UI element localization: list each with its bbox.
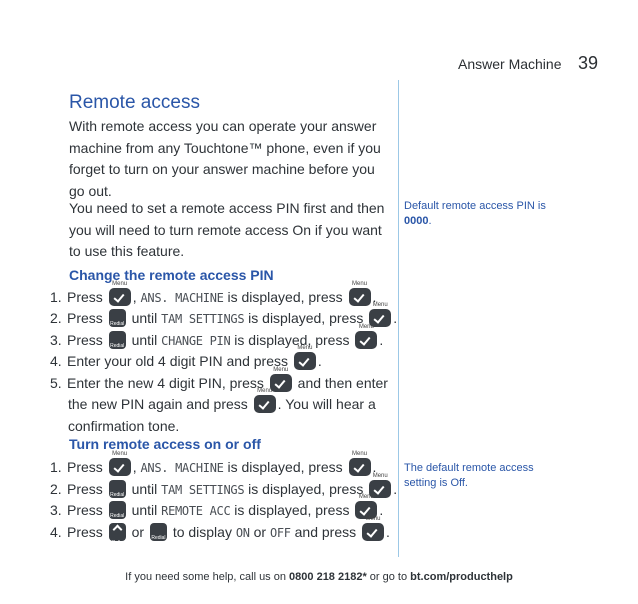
menu-key-icon xyxy=(349,458,371,476)
footer-help: If you need some help, call us on 0800 218 2182* or go to bt.com/producthelp xyxy=(125,571,513,583)
redial-key-icon xyxy=(109,501,126,519)
lcd-text: REMOTE ACC xyxy=(161,504,231,518)
turn-on-step-1: 1. Press Menu , ANS. MACHINE is displayed, press Menu . xyxy=(50,457,376,480)
lcd-text: ON xyxy=(235,526,250,540)
change-pin-step-3: 3. Press Redial until CHANGE PIN is displayed, press Menu . xyxy=(50,330,383,353)
change-pin-step-5: 5. Enter the new 4 digit PIN, press Menu and then enter xyxy=(50,373,388,395)
lcd-text: TAM SETTINGS xyxy=(161,483,245,497)
page-number: 39 xyxy=(578,53,599,73)
turn-on-step-3: 3. Press Redial until REMOTE ACC is displayed, press Menu . xyxy=(50,500,383,523)
redial-key-icon xyxy=(109,331,126,349)
turn-on-heading: Turn remote access on or off xyxy=(69,436,261,452)
calls-up-key-icon xyxy=(109,523,126,541)
column-divider xyxy=(398,80,399,557)
lcd-text: OFF xyxy=(269,526,291,540)
section-title: Remote access xyxy=(69,92,200,113)
sidebar-remote-note: The default remote access setting is Off. xyxy=(404,462,534,489)
menu-key-icon xyxy=(109,458,131,476)
sidebar-pin-note: Default remote access PIN is 0000. xyxy=(404,200,546,227)
redial-key-icon xyxy=(109,480,126,498)
turn-on-step-2: 2. Press Redial until TAM SETTINGS is displayed, press Menu . xyxy=(50,479,397,502)
running-header-title: Answer Machine xyxy=(458,56,562,72)
lcd-text: ANS. MACHINE xyxy=(140,461,224,475)
redial-key-icon xyxy=(150,523,167,541)
intro-paragraph: With remote access you can operate your answer machine from any Touchtone™ phone, even if you forget to turn on your answer machine before you go out. xyxy=(69,118,381,199)
change-pin-step-4: 4. Enter your old 4 digit PIN and press Menu . xyxy=(50,351,322,373)
change-pin-step-1: 1. Press Menu , ANS. MACHINE is displayed, press Menu . xyxy=(50,287,376,310)
turn-on-step-4: 4. Press Calls or Redial to display ON or OFF and press Menu . xyxy=(50,522,390,545)
menu-key-icon xyxy=(254,395,276,413)
pin-note-paragraph: You need to set a remote access PIN first and then you will need to turn remote access On if you want to use this feature. xyxy=(69,200,385,259)
help-phone: 0800 218 2182* xyxy=(289,571,367,583)
change-pin-heading: Change the remote access PIN xyxy=(69,267,274,283)
lcd-text: ANS. MACHINE xyxy=(140,291,224,305)
lcd-text: CHANGE PIN xyxy=(161,334,231,348)
menu-key-icon xyxy=(362,523,384,541)
menu-key-icon xyxy=(355,331,377,349)
menu-key-icon xyxy=(349,288,371,306)
lcd-text: TAM SETTINGS xyxy=(161,312,245,326)
change-pin-step-5-cont: the new PIN again and press Menu . You will hear a xyxy=(68,394,376,416)
menu-key-icon xyxy=(294,352,316,370)
redial-key-icon xyxy=(109,309,126,327)
menu-key-icon xyxy=(109,288,131,306)
help-url[interactable]: bt.com/producthelp xyxy=(410,571,513,583)
change-pin-step-2: 2. Press Redial until TAM SETTINGS is displayed, press Menu . xyxy=(50,308,397,331)
change-pin-step-5-cont2: confirmation tone. xyxy=(68,418,180,434)
